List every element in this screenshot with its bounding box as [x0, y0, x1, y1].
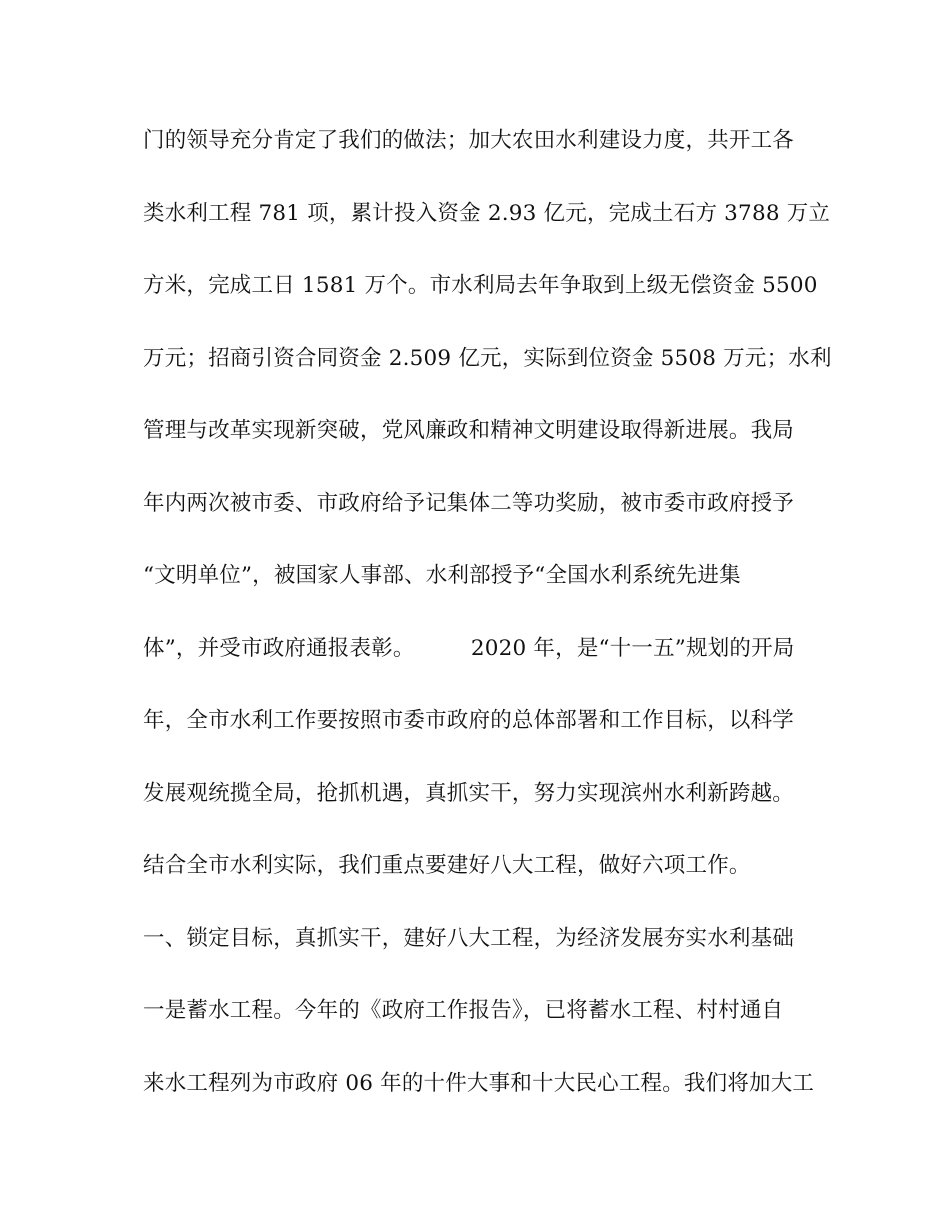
text-line-10: 发展观统揽全局，抢抓机遇，真抓实干，努力实现滨州水利新跨越。: [143, 780, 795, 806]
text-line-2: 类水利工程 781 项，累计投入资金 2.93 亿元，完成土石方 3788 万立: [143, 200, 831, 226]
text-line-6: 年内两次被市委、市政府给予记集体二等功奖励，被市委市政府授予: [143, 490, 795, 516]
text-line-9: 年，全市水利工作要按照市委市政府的总体部署和工作目标，以科学: [143, 708, 795, 733]
body-text: [143, 122, 832, 1137]
text-line-3: 方米，完成工日 1581 万个。市水利局去年争取到上级无偿资金 5500: [143, 273, 818, 298]
text-line-7: “文明单位”，被国家人事部、水利部授予“全国水利系统先进集: [143, 563, 741, 588]
text-line-4: 万元；招商引资合同资金 2.509 亿元，实际到位资金 5508 万元；水利: [143, 345, 832, 371]
text-line-14: 来水工程列为市政府 06 年的十件大事和十大民心工程。我们将加大工: [143, 1070, 815, 1096]
text-line-1: 门的领导充分肯定了我们的做法；加大农田水利建设力度，共开工各: [143, 128, 795, 153]
text-line-13: 一是蓄水工程。今年的《政府工作报告》，已将蓄水工程、村村通自: [143, 998, 784, 1023]
text-line-5: 管理与改革实现新突破，党风廉政和精神文明建设取得新进展。我局: [143, 418, 795, 443]
text-line-11: 结合全市水利实际，我们重点要建好八大工程，做好六项工作。: [143, 853, 751, 878]
text-line-8: 体”，并受市政府通报表彰。 2020 年，是“十一五”规划的开局: [143, 635, 795, 661]
section-heading: 一、锁定目标，真抓实干，建好八大工程，为经济发展夯实水利基础: [143, 925, 795, 951]
